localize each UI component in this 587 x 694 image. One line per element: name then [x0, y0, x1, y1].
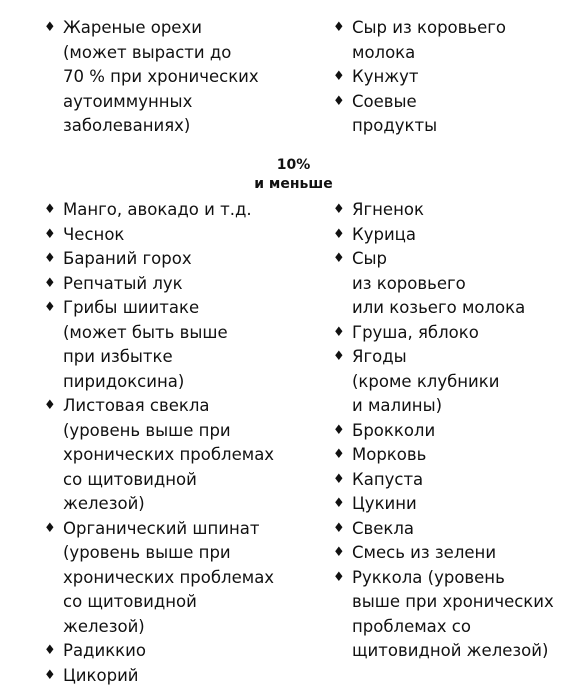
list-item-text: Репчатый лук: [63, 273, 183, 293]
list-item: [333, 517, 554, 542]
list-item: [44, 639, 274, 664]
list-item: [44, 16, 259, 139]
list-item-text: Смесь из зелени: [352, 543, 497, 562]
diamond-bullet-icon: ♦: [44, 226, 56, 242]
list-item-text: (может быть выше: [63, 322, 228, 342]
diamond-bullet-icon: ♦: [44, 251, 56, 266]
list-item: [333, 443, 554, 468]
list-item-text: Брокколи: [352, 420, 436, 440]
diamond-bullet-icon: ♦: [333, 202, 345, 217]
diamond-bullet-icon: ♦: [333, 324, 345, 340]
list-item: [44, 198, 274, 223]
list-item: [44, 664, 274, 689]
diamond-bullet-icon: ♦: [44, 643, 56, 658]
list-item-text: Манго, авокадо и т.д.: [63, 200, 252, 219]
diamond-bullet-icon: ♦: [333, 569, 345, 585]
list-item: [333, 419, 554, 444]
heading-line-1: 10%: [276, 157, 311, 173]
list-item: [44, 517, 274, 640]
list-item-text: Радиккио: [63, 641, 146, 660]
heading-line-2: и меньше: [254, 176, 333, 192]
diamond-bullet-icon: ♦: [44, 300, 56, 315]
list-item-text: Листовая свекла: [63, 396, 210, 415]
list-item-text: при избытке: [63, 347, 173, 366]
list-item: [44, 272, 274, 297]
list-item: [44, 223, 274, 248]
list-item: [333, 321, 554, 346]
diamond-bullet-icon: ♦: [333, 520, 345, 536]
list-item-text: (кроме клубники: [352, 371, 500, 391]
bottom-left-list: [44, 198, 274, 688]
list-item-text: железой): [63, 494, 145, 513]
bottom-right-list: [333, 198, 554, 664]
diamond-bullet-icon: ♦: [44, 667, 56, 683]
section-heading: [0, 156, 587, 194]
diamond-bullet-icon: ♦: [333, 447, 345, 462]
list-item-text: Руккола (уровень: [352, 567, 505, 587]
list-item: [44, 394, 274, 517]
list-item: [44, 247, 274, 272]
list-item-text: Органический шпинат: [63, 518, 260, 538]
list-item-text: (уровень выше при: [63, 543, 231, 562]
list-item-text: и малины): [352, 396, 443, 415]
list-item: [333, 566, 554, 664]
list-item-text: Цукини: [352, 494, 417, 513]
list-item-text: Морковь: [352, 445, 427, 464]
list-item-text: молока: [352, 42, 416, 62]
diamond-bullet-icon: ♦: [333, 20, 345, 35]
list-item: [333, 65, 506, 90]
diamond-bullet-icon: ♦: [44, 20, 56, 35]
list-item-text: Бараний горох: [63, 249, 192, 268]
top-right-list: [333, 16, 506, 139]
list-item: [333, 90, 506, 139]
list-item-text: Кунжут: [352, 67, 419, 86]
diamond-bullet-icon: ♦: [333, 226, 345, 242]
list-item: [333, 247, 554, 321]
list-item: [333, 198, 554, 223]
list-item-text: проблемах со: [352, 616, 471, 636]
list-item-text: (уровень выше при: [63, 420, 231, 440]
list-item-text: из коровьего: [352, 273, 466, 293]
list-item-text: Грибы шиитаке: [63, 298, 200, 317]
diamond-bullet-icon: ♦: [333, 251, 345, 266]
list-item-text: хронических проблемах: [63, 567, 275, 587]
diamond-bullet-icon: ♦: [44, 398, 56, 413]
list-item-text: Сыр из коровьего: [352, 18, 507, 37]
list-item-text: Цикорий: [63, 665, 139, 685]
list-item: [333, 468, 554, 493]
list-item: [333, 16, 506, 65]
diamond-bullet-icon: ♦: [333, 349, 345, 364]
list-item-text: щитовидной железой): [352, 641, 549, 660]
list-item-text: пиридоксина): [63, 371, 185, 391]
list-item-text: железой): [63, 616, 145, 636]
diamond-bullet-icon: ♦: [44, 520, 56, 536]
diamond-bullet-icon: ♦: [333, 422, 345, 438]
list-item-text: Жареные орехи: [63, 18, 202, 37]
list-item-text: продукты: [352, 116, 438, 135]
diamond-bullet-icon: ♦: [333, 93, 345, 109]
list-item: [333, 223, 554, 248]
list-item-text: Соевые: [352, 91, 417, 111]
list-item: [333, 492, 554, 517]
list-item-text: Сыр: [352, 249, 388, 268]
list-item: [333, 541, 554, 566]
list-item-text: или козьего молока: [352, 298, 526, 317]
list-item-text: Ягненок: [352, 200, 424, 219]
list-item-text: Ягоды: [352, 347, 407, 366]
diamond-bullet-icon: ♦: [44, 202, 56, 217]
list-item-text: хронических проблемах: [63, 445, 275, 464]
list-item-text: Курица: [352, 224, 417, 244]
diamond-bullet-icon: ♦: [333, 69, 345, 84]
list-item-text: со щитовидной: [63, 469, 197, 489]
list-item-text: 70 % при хронических: [63, 67, 259, 86]
top-left-list: [44, 16, 259, 139]
list-item-text: Чеснок: [63, 224, 125, 244]
list-item-text: заболеваниях): [63, 116, 191, 135]
diamond-bullet-icon: ♦: [333, 545, 345, 560]
list-item-text: Свекла: [352, 518, 415, 538]
list-item-text: Капуста: [352, 469, 424, 489]
list-item: [333, 345, 554, 419]
list-item: [44, 296, 274, 394]
list-item-text: со щитовидной: [63, 592, 197, 611]
list-item-text: (может вырасти до: [63, 42, 232, 62]
diamond-bullet-icon: ♦: [333, 496, 345, 511]
list-item-text: Груша, яблоко: [352, 322, 479, 342]
diamond-bullet-icon: ♦: [44, 275, 56, 291]
list-item-text: аутоиммунных: [63, 91, 193, 111]
diamond-bullet-icon: ♦: [333, 471, 345, 487]
list-item-text: выше при хронических: [352, 592, 554, 611]
